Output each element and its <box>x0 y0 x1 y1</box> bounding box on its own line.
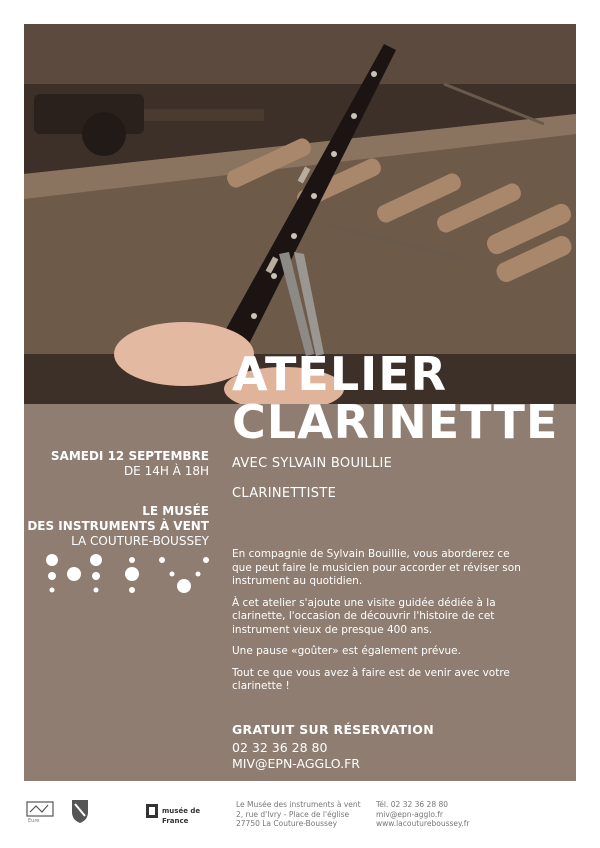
shield-logo <box>70 798 90 824</box>
venue-line-1: LE MUSÉE <box>142 504 209 518</box>
eure-logo-label: Eure <box>28 818 40 824</box>
footer <box>24 796 576 832</box>
reservation-email[interactable]: MIV@EPN-AGGLO.FR <box>232 756 360 771</box>
address-line-3: 27750 La Couture-Boussey <box>236 819 338 828</box>
venue-block <box>27 504 209 549</box>
paragraph-3: Une pause «goûter» est également prévue. <box>232 645 461 657</box>
musee-de-france-logo <box>146 804 216 825</box>
footer-email[interactable]: miv@epn-agglo.fr <box>376 809 443 819</box>
footer-tel[interactable]: Tél. 02 32 36 28 80 <box>376 800 449 809</box>
subtitle-role: CLARINETTISTE <box>232 486 337 501</box>
musee-de-france-icon <box>146 804 158 818</box>
eure-logo <box>26 800 54 822</box>
shield-icon <box>70 798 90 824</box>
paragraph-4: Tout ce que vous avez à faire est de venir avec votre clarinette ! <box>232 666 510 692</box>
title-line-2: CLARINETTE <box>232 395 559 449</box>
date-block <box>51 449 209 479</box>
paragraph-1: En compagnie de Sylvain Bouillie, vous aborderez ce que peut faire le musicien pour accorder et réviser son instrument au quotidien. <box>232 548 521 587</box>
footer-contact <box>376 800 469 829</box>
venue-line-2: DES INSTRUMENTS À VENT <box>27 519 209 533</box>
address-line-2: 2, rue d'Ivry - Place de l'église <box>236 809 350 819</box>
time-line: DE 14H À 18H <box>123 464 209 478</box>
subtitle-with: AVEC SYLVAIN BOUILLIE <box>232 456 393 471</box>
reservation-phone[interactable]: 02 32 36 28 80 <box>232 740 328 755</box>
musee-de-france-label: musée de France <box>162 807 201 825</box>
title-line-1: ATELIER <box>232 347 448 401</box>
paragraph-2: À cet atelier s'ajoute une visite guidée dédiée à la clarinette, l'occasion de découvrir l'histoire de cet instrument vieux de presque 400 ans. <box>232 596 496 636</box>
date-line: SAMEDI 12 SEPTEMBRE <box>50 449 209 463</box>
footer-address <box>236 800 361 829</box>
footer-website[interactable]: www.lacoutureboussey.fr <box>376 819 470 828</box>
event-title <box>232 347 559 449</box>
miv-dot-logo <box>44 550 209 602</box>
venue-line-3: LA COUTURE-BOUSSEY <box>71 534 209 548</box>
address-line-1: Le Musée des instruments à vent <box>236 800 361 809</box>
description <box>232 548 532 702</box>
reservation-block <box>232 722 434 772</box>
reservation-heading: GRATUIT SUR RÉSERVATION <box>232 722 434 737</box>
